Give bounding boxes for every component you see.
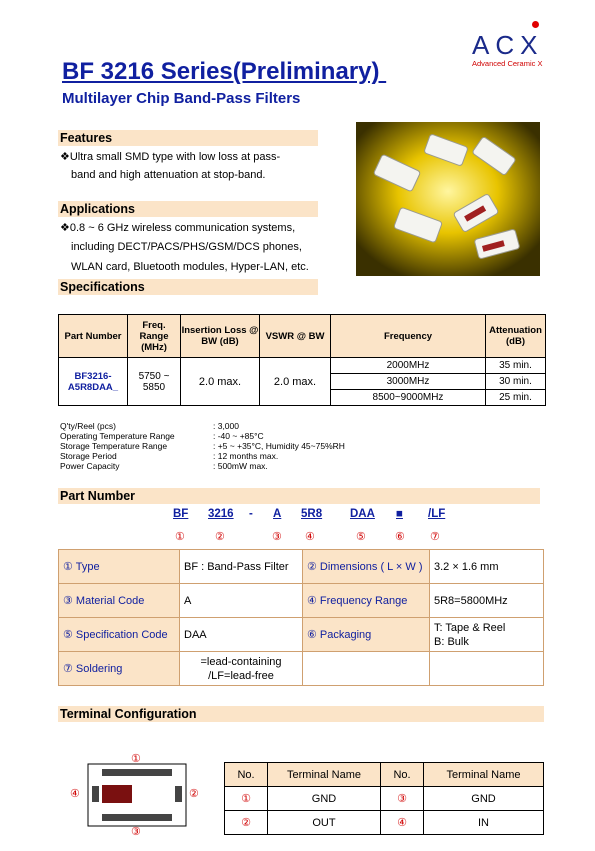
- part-label-frequency-range: ④ Frequency Range: [303, 584, 430, 618]
- part-row: [59, 618, 544, 652]
- terminal-header-row: [225, 763, 544, 787]
- terminal-name: OUT: [268, 811, 381, 835]
- part-empty-cell: [303, 652, 430, 686]
- terminal-row: [225, 787, 544, 811]
- part-label-packaging: ⑥ Packaging: [303, 618, 430, 652]
- part-row: [59, 550, 544, 584]
- part-label-material: ③ Material Code: [59, 584, 180, 618]
- terminal-header-name: Terminal Name: [268, 763, 381, 787]
- terminal-header-no: No.: [225, 763, 268, 787]
- spec-header-attenuation: Attenuation (dB): [486, 315, 546, 358]
- page-title: BF 3216 Series(Preliminary): [62, 58, 387, 85]
- page-subtitle: Multilayer Chip Band-Pass Filters: [62, 90, 301, 107]
- terminal-no: ②: [225, 811, 268, 835]
- property-label: Operating Temperature Range: [60, 431, 175, 441]
- terminal-label-3: ③: [131, 826, 141, 838]
- spec-attenuation-3: 25 min.: [486, 390, 546, 406]
- terminal-heading: Terminal Configuration: [58, 706, 544, 722]
- spec-frequency-1: 2000MHz: [331, 358, 486, 374]
- applications-heading: Applications: [58, 201, 318, 217]
- part-value-frequency-range: 5R8=5800MHz: [430, 584, 544, 618]
- spec-frequency-3: 8500~9000MHz: [331, 390, 486, 406]
- spec-attenuation-1: 35 min.: [486, 358, 546, 374]
- applications-line-2: including DECT/PACS/PHS/GSM/DCS phones,: [71, 241, 302, 253]
- code-lf: /LF: [428, 508, 446, 520]
- part-value-spec-code: DAA: [180, 618, 303, 652]
- spec-attenuation-2: 30 min.: [486, 374, 546, 390]
- features-heading: Features: [58, 130, 318, 146]
- terminal-name: IN: [424, 811, 544, 835]
- spec-insertion-loss: 2.0 max.: [181, 358, 260, 406]
- circle-5: ⑤: [356, 531, 366, 543]
- circle-1: ①: [175, 531, 185, 543]
- part-row: [59, 584, 544, 618]
- code-5r8: 5R8: [301, 508, 323, 520]
- spec-header-vswr: VSWR @ BW: [260, 315, 331, 358]
- terminal-no: ③: [381, 787, 424, 811]
- properties-list: [60, 421, 175, 471]
- property-value: : 12 months max.: [213, 451, 279, 461]
- terminal-header-name: Terminal Name: [424, 763, 544, 787]
- terminal-header-no: No.: [381, 763, 424, 787]
- product-photo: [356, 122, 540, 276]
- code-packaging-box: ■: [396, 508, 403, 520]
- spec-header-insertion-loss: Insertion Loss @ BW (dB): [181, 315, 260, 358]
- part-label-dimensions: ② Dimensions ( L × W ): [303, 550, 430, 584]
- terminal-table: [224, 762, 544, 835]
- circle-4: ④: [305, 531, 315, 543]
- applications-line-1: ❖0.8 ~ 6 GHz wireless communication systems,: [60, 222, 296, 234]
- part-row: [59, 652, 544, 686]
- spec-header-part-number: Part Number: [59, 315, 128, 358]
- spec-header-freq-range: Freq. Range (MHz): [128, 315, 181, 358]
- spec-vswr: 2.0 max.: [260, 358, 331, 406]
- terminal-row: [225, 811, 544, 835]
- spec-part-number: BF3216-A5R8DAA_: [59, 358, 128, 406]
- property-value: : +5 ~ +35°C, Humidity 45~75%RH: [213, 441, 345, 451]
- logo-dot: [532, 21, 539, 28]
- property-value: : 500mW max.: [213, 461, 268, 471]
- features-line-2: band and high attenuation at stop-band.: [71, 169, 266, 181]
- part-value-packaging: T: Tape & Reel B: Bulk: [430, 618, 544, 652]
- circle-6: ⑥: [395, 531, 405, 543]
- property-label: Power Capacity: [60, 461, 120, 471]
- spec-frequency-2: 3000MHz: [331, 374, 486, 390]
- part-value-material: A: [180, 584, 303, 618]
- spec-freq-range: 5750 ~ 5850: [128, 358, 181, 406]
- specifications-table: [58, 314, 546, 406]
- terminal-label-2: ②: [189, 788, 199, 800]
- property-label: Storage Period: [60, 451, 117, 461]
- terminal-name: GND: [424, 787, 544, 811]
- circle-2: ②: [215, 531, 225, 543]
- part-empty-cell: [430, 652, 544, 686]
- property-value: : 3,000: [213, 421, 239, 431]
- code-dash: -: [249, 508, 253, 520]
- circle-7: ⑦: [430, 531, 440, 543]
- code-3216: 3216: [208, 508, 234, 520]
- applications-line-3: WLAN card, Bluetooth modules, Hyper-LAN, etc.: [71, 261, 309, 273]
- property-label: Storage Temperature Range: [60, 441, 168, 451]
- terminal-no: ①: [225, 787, 268, 811]
- property-value: : -40 ~ +85°C: [213, 431, 264, 441]
- features-line-1: ❖Ultra small SMD type with low loss at pass-: [60, 151, 281, 163]
- part-number-table: [58, 549, 544, 686]
- property-label: Q'ty/Reel (pcs): [60, 421, 116, 431]
- part-label-soldering: ⑦ Soldering: [59, 652, 180, 686]
- terminal-name: GND: [268, 787, 381, 811]
- part-label-spec-code: ⑤ Specification Code: [59, 618, 180, 652]
- spec-header-frequency: Frequency: [331, 315, 486, 358]
- spec-header-row: [59, 315, 546, 358]
- part-number-heading: Part Number: [58, 488, 540, 504]
- code-bf: BF: [173, 508, 189, 520]
- code-daa: DAA: [350, 508, 375, 520]
- logo-subtitle: Advanced Ceramic X: [472, 59, 543, 68]
- circle-3: ③: [272, 531, 282, 543]
- properties-values: [213, 421, 345, 471]
- part-value-soldering: =lead-containing /LF=lead-free: [180, 652, 303, 686]
- part-value-dimensions: 3.2 × 1.6 mm: [430, 550, 544, 584]
- part-label-type: ① Type: [59, 550, 180, 584]
- company-logo: ACX: [472, 30, 544, 60]
- terminal-label-4: ④: [70, 788, 80, 800]
- specifications-heading: Specifications: [58, 279, 318, 295]
- terminal-no: ④: [381, 811, 424, 835]
- code-a: A: [273, 508, 282, 520]
- spec-row: [59, 358, 546, 374]
- terminal-label-1: ①: [131, 753, 141, 765]
- part-value-type: BF : Band-Pass Filter: [180, 550, 303, 584]
